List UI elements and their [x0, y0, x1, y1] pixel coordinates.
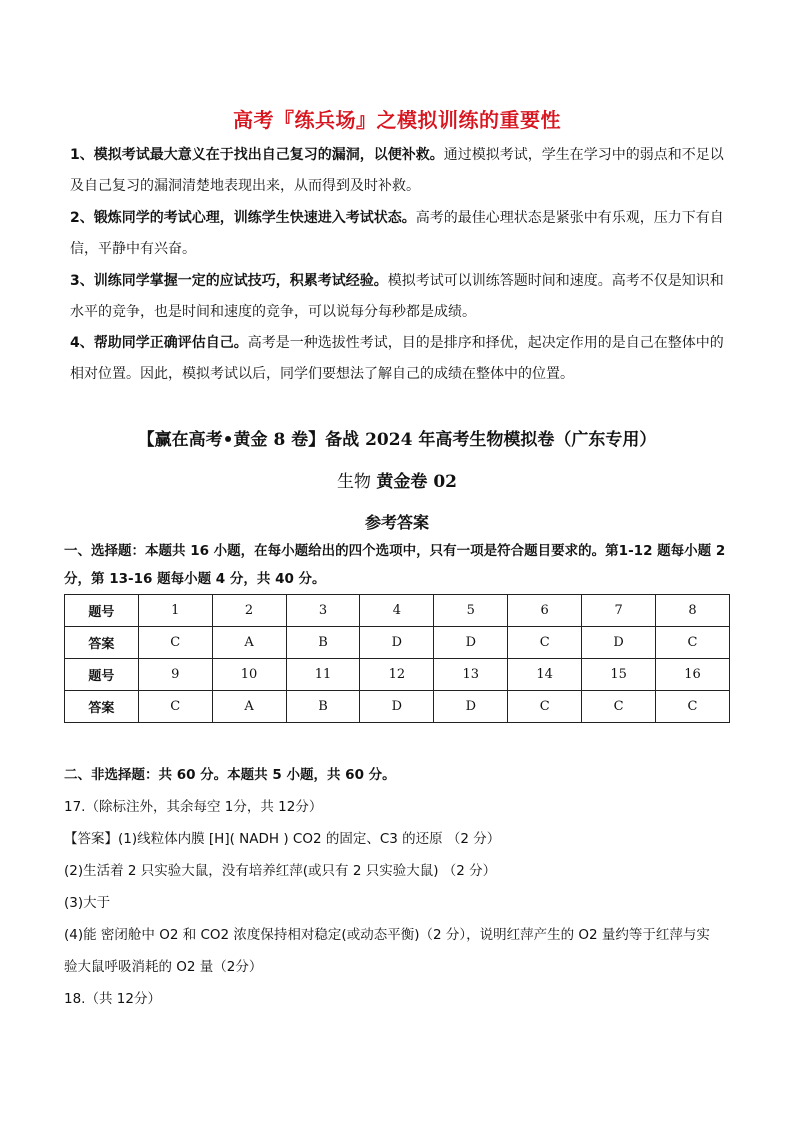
promo-item-1 — [70, 140, 730, 202]
answer-cell: C — [138, 627, 212, 659]
question-number: 5 — [434, 595, 508, 627]
exam-subtitle — [0, 467, 794, 492]
answer-cell: B — [286, 627, 360, 659]
question-number: 2 — [212, 595, 286, 627]
question-number: 9 — [138, 659, 212, 691]
answer-line-5: (4)能 密闭舱中 O2 和 CO2 浓度保持相对稳定(或动态平衡)（2 分），说明红萍产生的 O2 量约等于红萍与实 — [64, 927, 710, 943]
exam-title: 【赢在高考•黄金 8 卷】备战 2024 年高考生物模拟卷（广东专用） — [137, 430, 657, 450]
answer-cell: C — [656, 691, 730, 723]
answer-line-1: 17.（除标注外，其余每空 1分，共 12分） — [64, 799, 323, 815]
promo-item-3-text: 模拟考试可以训练答题时间和速度。高考不仅是知识和水平的竞争，也是时间和速度的竞争，可以说每分每秒都是成绩。 — [70, 273, 724, 320]
question-number: 4 — [360, 595, 434, 627]
promo-item-4-text: 高考是一种选拔性考试，目的是排序和择优，起决定作用的是自己在整体中的相对位置。因此，模拟考试以后，同学们要想法了解自己的成绩在整体中的位置。 — [70, 335, 724, 382]
question-label: 题号 — [65, 595, 139, 627]
answer-line-6: 验大鼠呼吸消耗的 O2 量（2分） — [64, 959, 263, 975]
table-row — [65, 659, 730, 691]
answer-cell: A — [212, 691, 286, 723]
answer-line-7: 18.（共 12分） — [64, 991, 161, 1007]
question-number: 1 — [138, 595, 212, 627]
answer-cell: D — [434, 627, 508, 659]
question-number: 7 — [582, 595, 656, 627]
promo-item-2 — [70, 203, 730, 265]
question-number: 16 — [656, 659, 730, 691]
promo-item-3 — [70, 266, 730, 328]
promo-item-1-text: 通过模拟考试，学生在学习中的弱点和不足以及自己复习的漏洞清楚地表现出来，从而得到及时补救。 — [70, 147, 724, 194]
table-row — [65, 691, 730, 723]
section1-heading: 一、选择题：本题共 16 小题，在每小题给出的四个选项中，只有一项是符合题目要求的。第1-12 题每小题 2 分，第 13-16 题每小题 4 分，共 40 分。 — [64, 543, 726, 587]
answer-cell: C — [656, 627, 730, 659]
promo-item-4-bold: 4、帮助同学正确评估自己。 — [70, 335, 248, 351]
question-number: 15 — [582, 659, 656, 691]
section2-heading: 二、非选择题：共 60 分。本题共 5 小题，共 60 分。 — [64, 767, 396, 783]
answer-cell: D — [360, 691, 434, 723]
exam-paper: 黄金卷 02 — [376, 472, 457, 492]
question-number: 10 — [212, 659, 286, 691]
answer-line-3: (2)生活着 2 只实验大鼠，没有培养红萍(或只有 2 只实验大鼠) （2 分） — [64, 863, 497, 879]
answer-cell: A — [212, 627, 286, 659]
question-number: 12 — [360, 659, 434, 691]
answer-line-2: 【答案】(1)线粒体内膜 [H]( NADH ) CO2 的固定、C3 的还原 （2 分） — [64, 831, 501, 847]
question-number: 6 — [508, 595, 582, 627]
table-row — [65, 595, 730, 627]
answer-cell: D — [434, 691, 508, 723]
answer-title: 参考答案 — [364, 513, 429, 532]
exam-subject: 生物 — [337, 472, 371, 492]
answer-table — [64, 594, 730, 723]
promo-item-1-bold: 1、模拟考试最大意义在于找出自己复习的漏洞，以便补救。 — [70, 147, 444, 163]
answer-cell: C — [508, 691, 582, 723]
promo-item-4 — [70, 328, 730, 390]
table-row — [65, 627, 730, 659]
answer-cell: B — [286, 691, 360, 723]
promo-item-2-text: 高考的最佳心理状态是紧张中有乐观，压力下有自信，平静中有兴奋。 — [70, 210, 724, 257]
answer-label: 答案 — [65, 627, 139, 659]
question-number: 11 — [286, 659, 360, 691]
answer-line-4: (3)大于 — [64, 895, 111, 911]
promo-item-2-bold: 2、锻炼同学的考试心理，训练学生快速进入考试状态。 — [70, 210, 416, 226]
question-label: 题号 — [65, 659, 139, 691]
answer-label: 答案 — [65, 691, 139, 723]
question-number: 14 — [508, 659, 582, 691]
answer-cell: D — [360, 627, 434, 659]
question-number: 3 — [286, 595, 360, 627]
answer-cell: C — [582, 691, 656, 723]
promo-item-3-bold: 3、训练同学掌握一定的应试技巧，积累考试经验。 — [70, 273, 388, 289]
answer-cell: C — [508, 627, 582, 659]
answer-cell: C — [138, 691, 212, 723]
promo-title: 高考『练兵场』之模拟训练的重要性 — [233, 108, 561, 132]
answer-cell: D — [582, 627, 656, 659]
question-number: 8 — [656, 595, 730, 627]
question-number: 13 — [434, 659, 508, 691]
